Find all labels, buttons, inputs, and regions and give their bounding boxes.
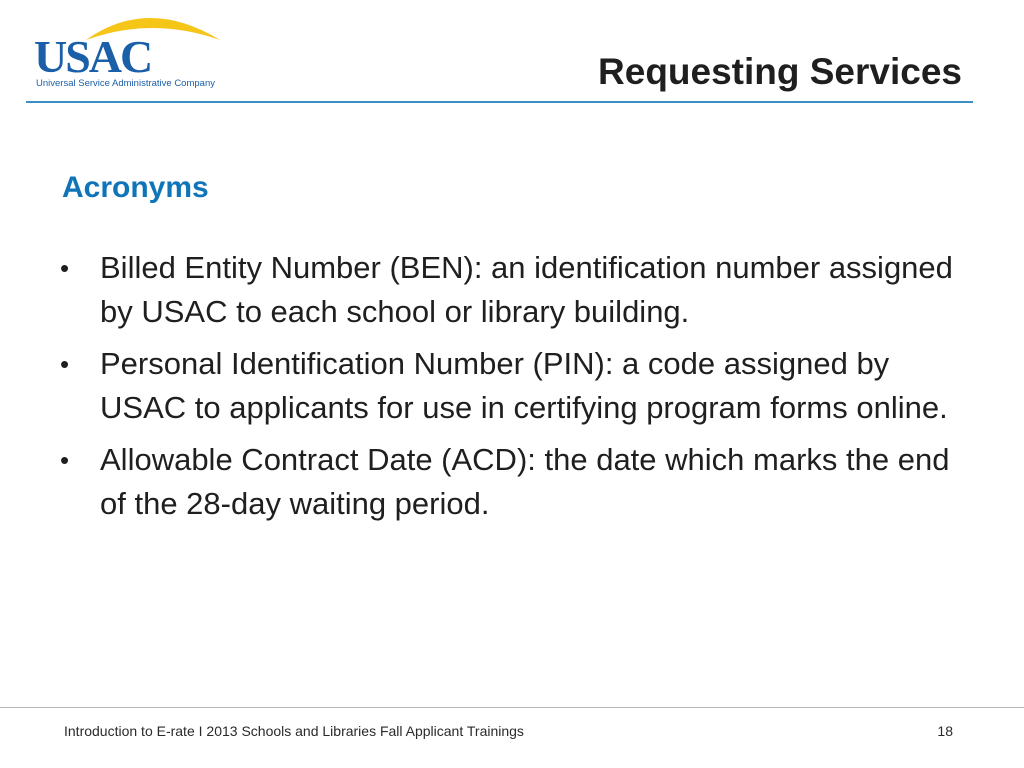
section-heading: Acronyms bbox=[62, 171, 209, 204]
bullet-icon: • bbox=[60, 253, 70, 283]
page-title: Requesting Services bbox=[598, 51, 962, 92]
usac-logo bbox=[28, 10, 228, 94]
logo-wordmark: USAC bbox=[34, 31, 152, 82]
bullet-icon: • bbox=[60, 445, 70, 475]
bullet-icon: • bbox=[60, 349, 70, 379]
acronym-list bbox=[58, 246, 978, 534]
title-divider bbox=[26, 101, 973, 103]
bullet-text: Allowable Contract Date (ACD): the date which marks the end of the 28-day waiting period. bbox=[100, 442, 950, 521]
page-number: 18 bbox=[937, 723, 953, 739]
list-item bbox=[58, 246, 978, 334]
logo-tagline: Universal Service Administrative Company bbox=[36, 78, 215, 89]
footer-text: Introduction to E-rate I 2013 Schools and Libraries Fall Applicant Trainings bbox=[64, 723, 524, 739]
bullet-text: Billed Entity Number (BEN): an identification number assigned by USAC to each school or library building. bbox=[100, 250, 953, 329]
bullet-text: Personal Identification Number (PIN): a code assigned by USAC to applicants for use in certifying program forms online. bbox=[100, 346, 948, 425]
footer-divider bbox=[0, 707, 1024, 708]
list-item bbox=[58, 342, 978, 430]
list-item bbox=[58, 438, 978, 526]
